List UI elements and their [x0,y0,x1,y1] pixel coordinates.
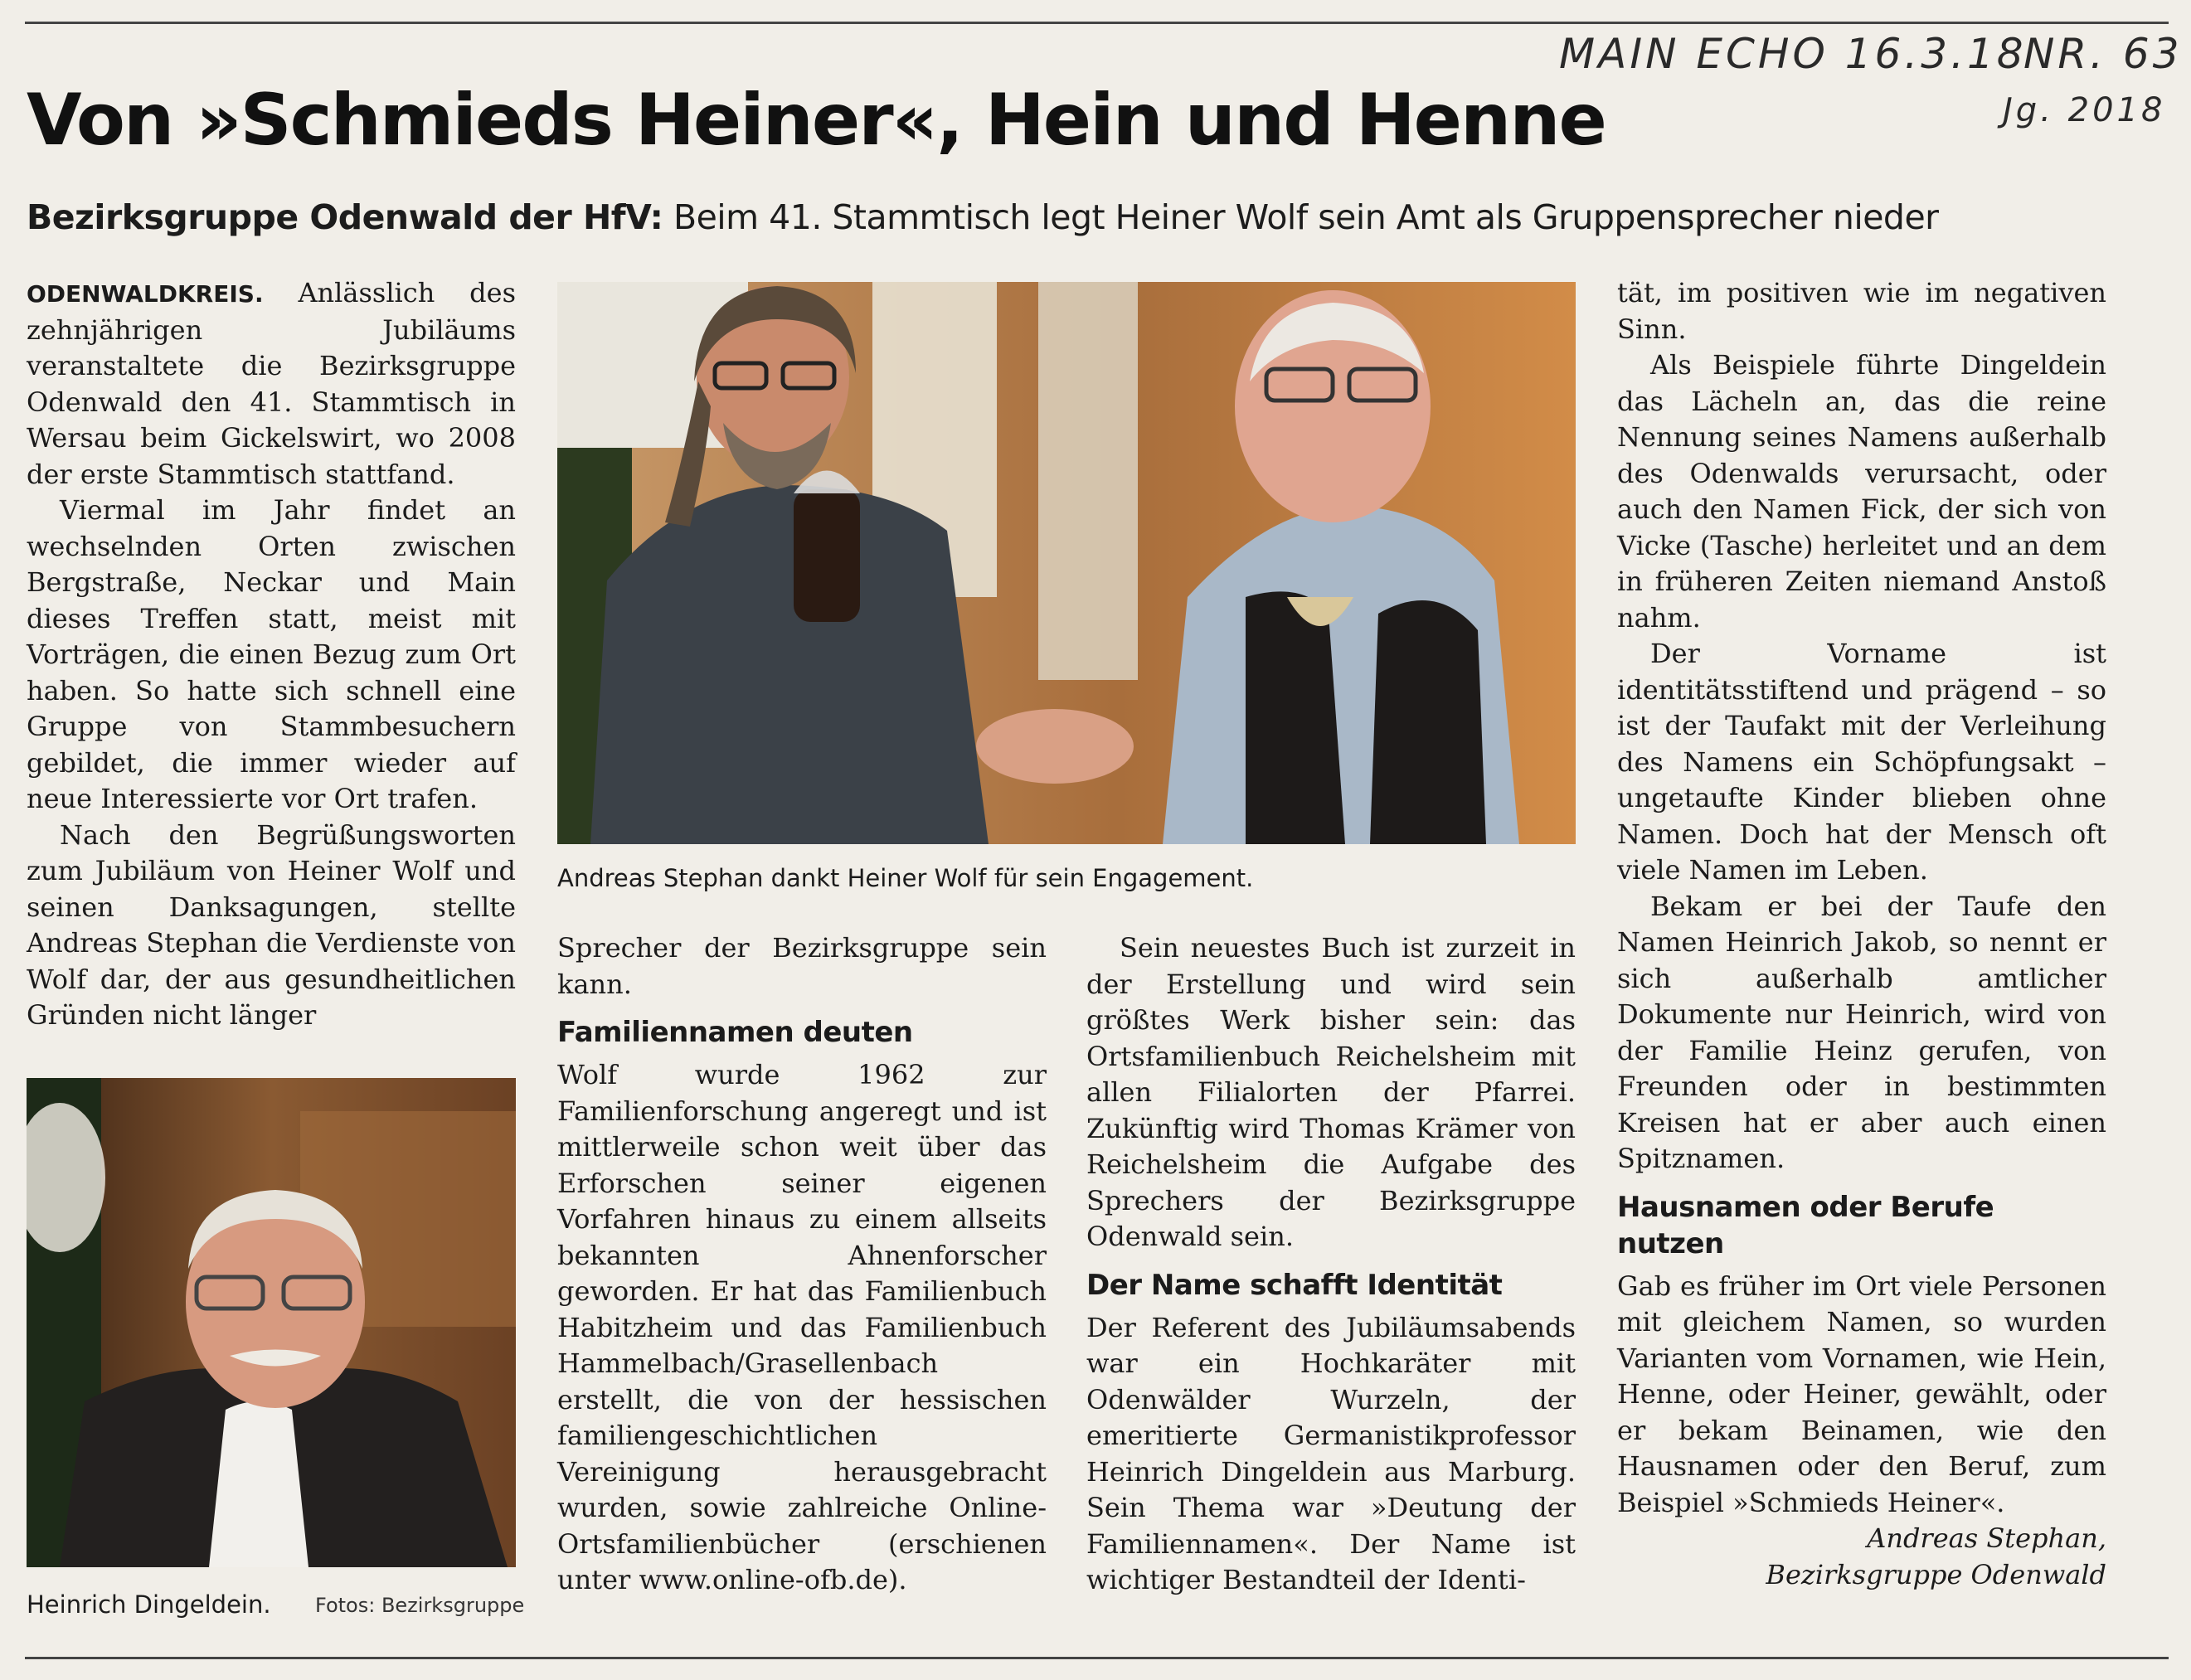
paragraph: Nach den Begrüßungsworten zum Jubiläum von Heiner Wolf und seinen Danksagungen, stellte Andreas Stephan die Verdienste von Wolf dar, der aus gesundheitlichen Gründen nicht länger [27,818,516,1031]
column-2 [557,930,1047,1599]
bottom-rule [25,1657,2169,1659]
column-3 [1086,930,1576,1599]
handwritten-year-note: Jg. 2018 [2003,91,2166,129]
paragraph: ODENWALDKREIS. Anlässlich des zehnjährigen Jubiläums veranstaltete die Bezirksgruppe Odenwald den 41. Stammtisch in Wersau beim Gickelswirt, wo 2008 der erste Stammtisch stattfand. [27,277,516,490]
column-4 [1617,275,2106,1593]
dateline: ODENWALDKREIS. [27,280,264,308]
signature-name: Andreas Stephan, [1867,1522,2106,1554]
handwritten-source-note: MAIN ECHO 16.3.18 [1559,30,2027,78]
subheading-hausnamen: Hausnamen oder Berufe nutzen [1617,1190,1994,1260]
subheadline [27,197,1939,237]
paragraph: Wolf wurde 1962 zur Familienforschung angeregt und ist mittlerweile schon weit über das Erforschen seiner eigenen Vorfahren hinaus zu einem allseits bekannten Ahnenforscher geworden. Er hat das Familienbuch Habitzheim und das Familienbuch Hammelbach/Grasellenbach erstellt, die von der hessischen familiengeschichtlichen Vereinigung herausgebracht wurden, sowie zahlreiche Online-Ortsfamilienbücher (erschienen unter www.online-ofb.de). [557,1059,1047,1595]
photo-heinrich-dingeldein [27,1078,516,1567]
paragraph: Sein neuestes Buch ist zurzeit in der Erstellung und wird sein größtes Werk bisher sein: das Ortsfamilienbuch Reichelsheim mit allen Filialorten der Pfarrei. Zukünftig wird Thomas Krämer von Reichelsheim die Aufgabe des Sprechers der Bezirksgruppe Odenwald sein. [1086,932,1576,1252]
photo-handshake [557,282,1576,844]
subheadline-lead: Bezirksgruppe Odenwald der HfV: [27,197,663,237]
subheading-familiennamen: Familiennamen deuten [557,1016,913,1049]
paragraph: Bekam er bei der Taufe den Namen Heinrich Jakob, so nennt er sich außerhalb amtlicher Dokumente nur Heinrich, wird von der Familie Heinz gerufen, von Freunden oder in bestimmten Kreisen hat er aber auch einen Spitznamen. [1617,890,2106,1174]
photo-credit: Fotos: Bezirksgruppe [315,1594,525,1617]
paragraph: Gab es früher im Ort viele Personen mit gleichem Namen, so wurden Varianten vom Vornamen, wie Hein, Henne, oder Heiner, gewählt, oder er bekam Beinamen, wie den Hausnamen oder den Beruf, zum Beispiel »Schmieds Heiner«. [1617,1270,2106,1518]
signature-org: Bezirksgruppe Odenwald [1766,1558,2106,1590]
paragraph: Sprecher der Bezirksgruppe sein kann. [557,932,1047,1000]
paragraph: Der Vorname ist identitätsstiftend und prägend – so ist der Taufakt mit der Verleihung des Namens ein Schöpfungsakt – ungetaufte Kinder blieben ohne Namen. Doch hat der Mensch oft viele Namen im Leben. [1617,638,2106,886]
top-rule [25,22,2169,24]
paragraph: tät, im positiven wie im negativen Sinn. [1617,277,2106,345]
handwritten-issue-note: NR. 63 [2023,30,2183,78]
paragraph: Viermal im Jahr findet an wechselnden Orten zwischen Bergstraße, Neckar und Main dieses Treffen statt, meist mit Vorträgen, die einen Bezug zum Ort haben. So hatte sich schnell eine Gruppe von Stammbesuchern gebildet, die immer wieder auf neue Interessierte vor Ort trafen. [27,494,516,814]
caption-main-photo: Andreas Stephan dankt Heiner Wolf für sein Engagement. [557,864,1254,892]
caption-small-photo: Heinrich Dingeldein. [27,1590,271,1619]
headline: Von »Schmieds Heiner«, Hein und Henne [27,79,1606,162]
paragraph: Der Referent des Jubiläumsabends war ein Hochkaräter mit Odenwälder Wurzeln, der emeritierte Germanistikprofessor Heinrich Dingeldein aus Marburg. Sein Thema war »Deutung der Familiennamen«. Der Name ist wichtiger Bestandteil der Identi- [1086,1311,1576,1595]
column-1 [27,275,516,1034]
subheadline-text: Beim 41. Stammtisch legt Heiner Wolf sein Amt als Gruppensprecher nieder [663,197,1939,237]
paragraph: Als Beispiele führte Dingeldein das Lächeln an, das die reine Nennung seines Namens außerhalb des Odenwalds verursacht, oder auch den Namen Fick, der sich von Vicke (Tasche) herleitet und an dem in früheren Zeiten niemand Anstoß nahm. [1617,349,2106,634]
subheading-identitaet: Der Name schafft Identität [1086,1268,1503,1302]
